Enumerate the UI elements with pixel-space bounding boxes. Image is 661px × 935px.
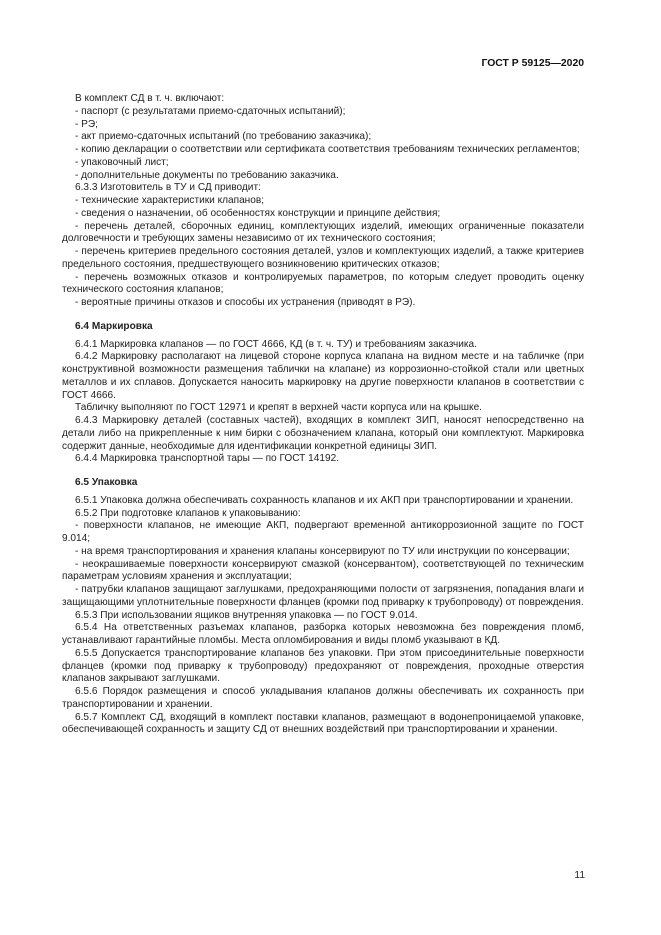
paragraph: 6.5.7 Комплект СД, входящий в комплект поставки клапанов, размещают в водонепроницаемой упаковке, обеспечивающей сохранность и защиту СД от внешних воздействий при транспортировании и хранении. [62, 711, 584, 736]
paragraph: - вероятные причины отказов и способы их устранения (приводят в РЭ). [75, 297, 416, 308]
paragraph: - перечень деталей, сборочных единиц, комплектующих изделий, имеющих ограниченные показатели долговечности и требующих замены независимо от их технического состояния; [62, 220, 584, 245]
paragraph: В комплект СД в т. ч. включают: [75, 93, 225, 104]
paragraph: 6.3.3 Изготовитель в ТУ и СД приводит: [75, 182, 261, 194]
page-body [62, 93, 584, 737]
section-heading: 6.5 Упаковка [75, 477, 138, 488]
paragraph: - дополнительные документы по требованию заказчика. [75, 169, 339, 181]
paragraph: 6.5.2 При подготовке клапанов к упаковыванию: [75, 507, 301, 519]
paragraph: - упаковочный лист; [75, 156, 169, 168]
paragraph: - копию декларации о соответствии или сертификата соответствия требованиям технических регламентов; [75, 144, 580, 155]
document-id-header: ГОСТ Р 59125—2020 [481, 58, 584, 69]
paragraph: 6.5.4 На ответственных разъемах клапанов, разборка которых невозможна без повреждения пломб, устанавливают гарантийные пломбы. Места опломбирования и виды пломб указывают в КД. [62, 622, 584, 646]
page-number: 11 [574, 870, 585, 881]
paragraph: 6.4.2 Маркировку располагают на лицевой стороне корпуса клапана на видном месте и на табличке (при конструктивной возможности размещения таблички на клапане) из коррозионно-стойкой стали или цветных металлов и их сплавов. Допускается наносить маркировку на другие поверхности клапанов в соответствии с ГОСТ 4666. [62, 351, 584, 401]
paragraph: 6.4.1 Маркировка клапанов — по ГОСТ 4666, КД (в т. ч. ТУ) и требованиям заказчика. [75, 338, 477, 350]
paragraph: 6.5.5 Допускается транспортирование клапанов без упаковки. При этом присоединительные поверхности фланцев (кромки под приварку к трубопроводу) предохраняют от повреждения, проходные отверстия клапанов закрывают заглушками. [62, 647, 584, 685]
paragraph: - на время транспортирования и хранения клапаны консервируют по ТУ или инструкции по консервации; [75, 545, 570, 557]
paragraph: 6.4.4 Маркировка транспортной тары — по ГОСТ 14192. [75, 453, 340, 465]
paragraph: - акт приемо-сдаточных испытаний (по требованию заказчика); [75, 131, 372, 143]
paragraph: - перечень критериев предельного состояния деталей, узлов и комплектующих изделий, а также критериев предельного состояния, предшествующего возникновению критических отказов; [62, 246, 584, 270]
paragraph: - неокрашиваемые поверхности консервируют смазкой (консервантом), соответствующей по техническим параметрам условиям хранения и эксплуатации; [62, 558, 584, 583]
paragraph: 6.5.1 Упаковка должна обеспечивать сохранность клапанов и их АКП при транспортировании и хранении. [75, 494, 574, 506]
paragraph: 6.4.3 Маркировку деталей (составных частей), входящих в комплект ЗИП, наносят непосредственно на детали либо на прикрепленные к ним бирки с обозначением клапана, который они комплектуют. Маркировка содержит данные, необходимые для идентификации конкретной единицы ЗИП. [62, 415, 584, 452]
paragraph: - сведения о назначении, об особенностях конструкции и принципе действия; [75, 207, 441, 219]
paragraph: - РЭ; [75, 118, 98, 130]
paragraph: - паспорт (с результатами приемо-сдаточных испытаний); [75, 105, 346, 117]
section-heading: 6.4 Маркировка [75, 320, 153, 332]
paragraph: - технические характеристики клапанов; [75, 195, 265, 206]
paragraph: 6.5.3 При использовании ящиков внутренняя упаковка — по ГОСТ 9.014. [75, 609, 418, 621]
paragraph: - патрубки клапанов защищают заглушками, предохраняющими полости от загрязнения, попадания влаги и защищающими уплотнительные поверхности фланцев (кромки под приварку к трубопроводу) от повреждения. [62, 584, 584, 608]
paragraph: - перечень возможных отказов и контролируемых параметров, по которым следует проводить оценку технического состояния клапанов; [62, 271, 584, 296]
paragraph: Табличку выполняют по ГОСТ 12971 и крепят в верхней части корпуса или на крышке. [75, 402, 482, 414]
paragraph: - поверхности клапанов, не имеющие АКП, подвергают временной антикоррозионной защите по ГОСТ 9.014; [62, 520, 584, 544]
paragraph: 6.5.6 Порядок размещения и способ укладывания клапанов должны обеспечивать их сохранность при транспортировании и хранении. [62, 686, 584, 710]
